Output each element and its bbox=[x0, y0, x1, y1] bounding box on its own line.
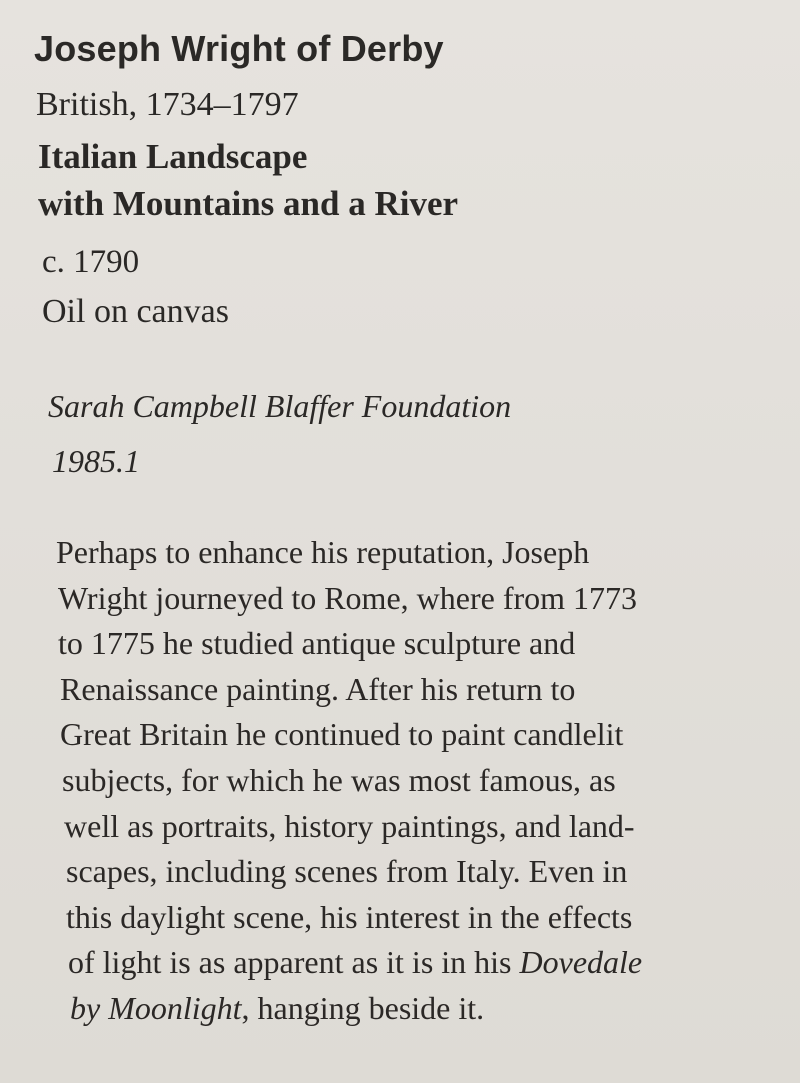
description-line bbox=[68, 940, 776, 986]
referenced-artwork-title: by Moonlight bbox=[70, 989, 242, 1026]
description-line: to 1775 he studied antique sculpture and bbox=[58, 625, 576, 662]
credit-line: Sarah Campbell Blaffer Foundation bbox=[48, 388, 512, 424]
description-line: Renaissance painting. After his return to bbox=[60, 670, 576, 707]
artwork-title-line-1: Italian Landscape bbox=[38, 137, 308, 176]
description-line: Perhaps to enhance his reputation, Joseph bbox=[56, 534, 590, 570]
artwork-medium: Oil on canvas bbox=[42, 293, 229, 330]
artwork-title-line-2: with Mountains and a River bbox=[38, 184, 459, 223]
referenced-artwork-title: Dovedale bbox=[519, 944, 643, 981]
accession-number: 1985.1 bbox=[52, 443, 140, 479]
description-line: Great Britain he continued to paint candlelit bbox=[60, 716, 624, 753]
description-line: scapes, including scenes from Italy. Even in bbox=[66, 853, 628, 890]
description-paragraph bbox=[56, 530, 776, 1032]
description-text: , hanging beside it. bbox=[241, 989, 485, 1026]
description-line: Wright journeyed to Rome, where from 1773 bbox=[58, 579, 638, 616]
description-line: this daylight scene, his interest in the effects bbox=[66, 898, 633, 935]
description-text: of light is as apparent as it is in his bbox=[68, 944, 520, 981]
artist-nationality-dates: British, 1734–1797 bbox=[36, 86, 299, 123]
description-line: well as portraits, history paintings, and land- bbox=[64, 807, 635, 844]
description-line: subjects, for which he was most famous, as bbox=[62, 761, 616, 798]
description-line bbox=[70, 986, 776, 1032]
artwork-date: c. 1790 bbox=[42, 244, 140, 280]
artist-name: Joseph Wright of Derby bbox=[34, 28, 444, 69]
